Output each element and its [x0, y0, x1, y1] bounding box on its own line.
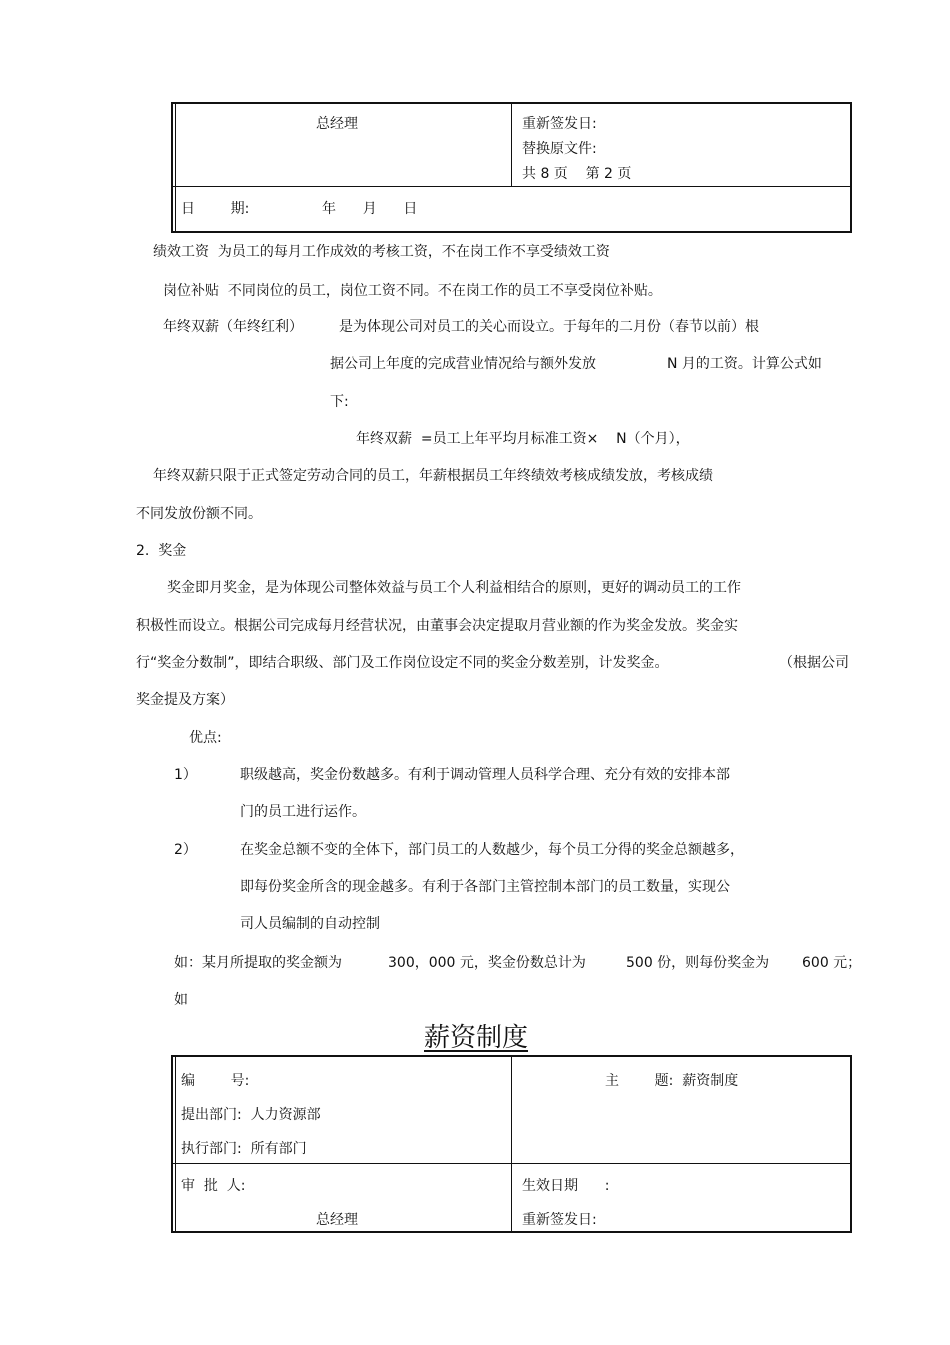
table-divider: [175, 104, 176, 231]
document-title: 薪资制度: [424, 1023, 529, 1053]
list-item-number: 2）: [174, 842, 197, 858]
list-item-text: 职级越高，奖金份数越多。有利于调动管理人员科学合理、充分有效的安排本部: [240, 767, 730, 783]
paragraph-year-end-line2a: 据公司上年度的完成营业情况给与额外发放: [330, 356, 596, 372]
paragraph-performance-pay: 绩效工资 为员工的每月工作成效的考核工资，不在岗工作不享受绩效工资: [153, 244, 610, 260]
section-heading-bonus: 2. 奖金: [136, 543, 187, 559]
example-text: 300，000 元，奖金份数总计为: [388, 955, 586, 971]
date-fields: 年 月 日: [322, 201, 418, 217]
list-item-text: 即每份奖金所含的现金越多。有利于各部门主管控制本部门的员工数量，实现公: [240, 879, 730, 895]
paragraph-bonus-3b: （根据公司: [779, 655, 849, 671]
table-divider: [173, 1163, 850, 1164]
page-info: 共 8 页 第 2 页: [522, 166, 632, 182]
paragraph-bonus-4: 奖金提及方案）: [136, 692, 234, 708]
reissue-date-label: 重新签发日:: [522, 116, 597, 132]
advantages-label: 优点:: [189, 730, 222, 746]
paragraph-bonus-2: 积极性而设立。根据公司完成每月经营状况，由董事会决定提取月营业额的作为奖金发放。奖金实: [136, 618, 738, 634]
example-text: 500 份，则每份奖金为: [626, 955, 770, 971]
reissue-date-label: 重新签发日:: [522, 1212, 597, 1228]
approver-name: 总经理: [316, 116, 358, 132]
dept-exec: 执行部门: 所有部门: [181, 1141, 307, 1157]
paragraph-year-end-text: 是为体现公司对员工的关心而设立。于每年的二月份（春节以前）根: [339, 319, 759, 335]
list-item-text: 在奖金总额不变的全体下，部门员工的人数越少，每个员工分得的奖金总额越多，: [240, 842, 744, 858]
table-divider: [173, 186, 850, 187]
paragraph-bonus-3a: 行“奖金分数制”，即结合职级、部门及工作岗位设定不同的奖金分数差别，计发奖金。: [136, 655, 669, 671]
subject-field: 主 题: 薪资制度: [605, 1073, 739, 1089]
formula: 年终双薪 =员工上年平均月标准工资× N（个月），: [356, 431, 690, 447]
replace-doc-label: 替换原文件:: [522, 141, 597, 157]
paragraph-year-end-head: 年终双薪（年终红利）: [163, 319, 303, 335]
approver-label: 审 批 人:: [181, 1178, 246, 1194]
effective-date-label: 生效日期 :: [522, 1178, 610, 1194]
example-text: 如: [174, 992, 188, 1008]
example-text: 600 元；: [802, 955, 862, 971]
dept-proposed: 提出部门: 人力资源部: [181, 1107, 321, 1123]
table-divider: [175, 1057, 176, 1231]
approver-name: 总经理: [316, 1212, 358, 1228]
paragraph-position-allowance: 岗位补贴 不同岗位的员工，岗位工资不同。不在岗工作的员工不享受岗位补贴。: [163, 283, 662, 299]
doc-number-label: 编 号:: [181, 1073, 250, 1089]
list-item-number: 1）: [174, 767, 197, 783]
table-divider: [511, 1057, 512, 1231]
paragraph-year-end-line2b: N 月的工资。计算公式如: [667, 356, 822, 372]
paragraph-year-end-note-2: 不同发放份额不同。: [136, 506, 262, 522]
paragraph-bonus-1: 奖金即月奖金，是为体现公司整体效益与员工个人利益相结合的原则，更好的调动员工的工作: [167, 580, 741, 596]
paragraph-year-end-note-1: 年终双薪只限于正式签定劳动合同的员工，年薪根据员工年终绩效考核成绩发放，考核成绩: [153, 468, 713, 484]
list-item-text: 司人员编制的自动控制: [240, 916, 380, 932]
date-label: 日 期:: [181, 201, 250, 217]
example-text: 如：某月所提取的奖金额为: [174, 955, 342, 971]
list-item-text: 门的员工进行运作。: [240, 804, 366, 820]
paragraph-year-end-line3: 下:: [330, 394, 349, 410]
table-divider: [511, 104, 512, 186]
